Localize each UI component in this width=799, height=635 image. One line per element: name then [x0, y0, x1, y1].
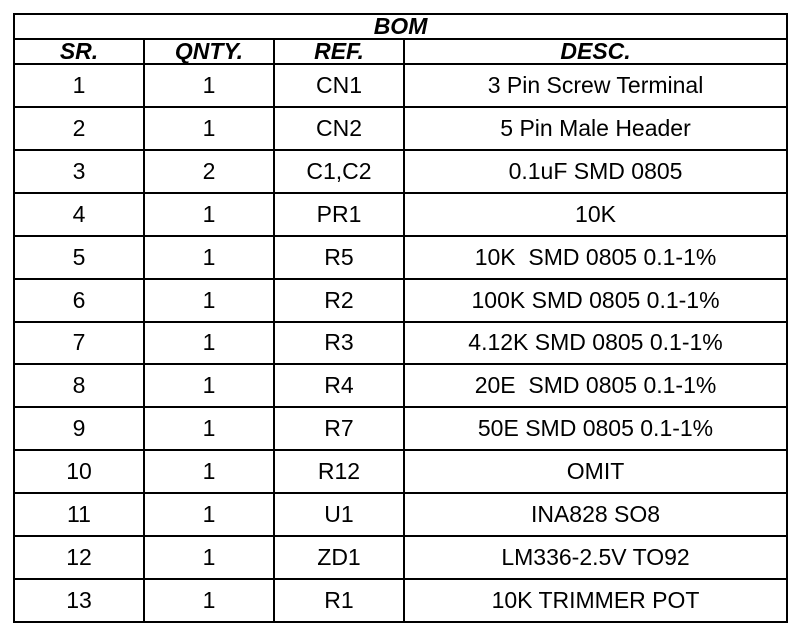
- cell-qnty: 1: [144, 107, 274, 150]
- cell-desc: 10K: [404, 193, 787, 236]
- table-row: [14, 407, 787, 450]
- cell-qnty: 2: [144, 150, 274, 193]
- cell-sr: 7: [14, 322, 144, 365]
- table-header-row: [14, 39, 787, 64]
- cell-qnty: 1: [144, 493, 274, 536]
- cell-ref: R4: [274, 364, 404, 407]
- cell-ref: R2: [274, 279, 404, 322]
- table-row: [14, 193, 787, 236]
- table-row: [14, 450, 787, 493]
- cell-desc: 3 Pin Screw Terminal: [404, 64, 787, 107]
- cell-qnty: 1: [144, 407, 274, 450]
- table-row: [14, 322, 787, 365]
- table-row: [14, 364, 787, 407]
- table-row: [14, 279, 787, 322]
- cell-ref: R3: [274, 322, 404, 365]
- cell-qnty: 1: [144, 322, 274, 365]
- cell-sr: 9: [14, 407, 144, 450]
- cell-qnty: 1: [144, 279, 274, 322]
- cell-ref: ZD1: [274, 536, 404, 579]
- table-row: [14, 536, 787, 579]
- cell-sr: 8: [14, 364, 144, 407]
- cell-desc: 10K SMD 0805 0.1-1%: [404, 236, 787, 279]
- cell-desc: 100K SMD 0805 0.1-1%: [404, 279, 787, 322]
- bom-table: [13, 13, 788, 623]
- cell-sr: 10: [14, 450, 144, 493]
- table-row: [14, 493, 787, 536]
- cell-sr: 6: [14, 279, 144, 322]
- cell-sr: 4: [14, 193, 144, 236]
- cell-ref: PR1: [274, 193, 404, 236]
- cell-sr: 5: [14, 236, 144, 279]
- table-title: BOM: [14, 14, 787, 39]
- cell-desc: OMIT: [404, 450, 787, 493]
- cell-sr: 1: [14, 64, 144, 107]
- cell-desc: 4.12K SMD 0805 0.1-1%: [404, 322, 787, 365]
- cell-qnty: 1: [144, 579, 274, 622]
- cell-desc: 0.1uF SMD 0805: [404, 150, 787, 193]
- cell-sr: 2: [14, 107, 144, 150]
- cell-ref: CN2: [274, 107, 404, 150]
- table-row: [14, 236, 787, 279]
- table-title-row: [14, 14, 787, 39]
- column-header-ref: REF.: [274, 39, 404, 64]
- cell-ref: CN1: [274, 64, 404, 107]
- cell-ref: C1,C2: [274, 150, 404, 193]
- cell-ref: U1: [274, 493, 404, 536]
- table-row: [14, 64, 787, 107]
- cell-desc: LM336-2.5V TO92: [404, 536, 787, 579]
- cell-ref: R1: [274, 579, 404, 622]
- cell-desc: 50E SMD 0805 0.1-1%: [404, 407, 787, 450]
- cell-ref: R7: [274, 407, 404, 450]
- cell-sr: 3: [14, 150, 144, 193]
- cell-qnty: 1: [144, 536, 274, 579]
- cell-desc: 20E SMD 0805 0.1-1%: [404, 364, 787, 407]
- column-header-qnty: QNTY.: [144, 39, 274, 64]
- cell-qnty: 1: [144, 236, 274, 279]
- cell-qnty: 1: [144, 450, 274, 493]
- cell-desc: 10K TRIMMER POT: [404, 579, 787, 622]
- column-header-sr: SR.: [14, 39, 144, 64]
- cell-sr: 11: [14, 493, 144, 536]
- cell-desc: INA828 SO8: [404, 493, 787, 536]
- cell-ref: R5: [274, 236, 404, 279]
- table-row: [14, 107, 787, 150]
- cell-qnty: 1: [144, 364, 274, 407]
- cell-qnty: 1: [144, 193, 274, 236]
- table-row: [14, 579, 787, 622]
- cell-desc: 5 Pin Male Header: [404, 107, 787, 150]
- cell-qnty: 1: [144, 64, 274, 107]
- column-header-desc: DESC.: [404, 39, 787, 64]
- cell-ref: R12: [274, 450, 404, 493]
- cell-sr: 13: [14, 579, 144, 622]
- table-row: [14, 150, 787, 193]
- cell-sr: 12: [14, 536, 144, 579]
